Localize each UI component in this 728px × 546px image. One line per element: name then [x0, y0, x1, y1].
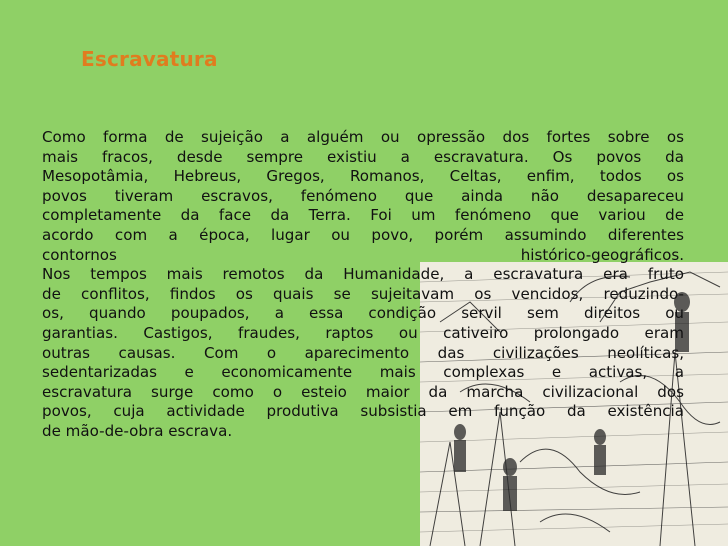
- body-line-11: garantias. Castigos, fraudes, raptos ou cativeiro prolongado eram: [42, 323, 684, 342]
- body-line-12: outras causas. Com o aparecimento das civilizações neolíticas,: [42, 343, 684, 362]
- slide-body-text: [42, 128, 684, 442]
- body-line-9: de conflitos, findos os quais se sujeitavam os vencidos, reduzindo-: [42, 284, 684, 303]
- body-line-14: escravatura surge como o esteio maior da marcha civilizacional dos: [42, 382, 684, 401]
- body-line-5: completamente da face da Terra. Foi um fenómeno que variou de: [42, 206, 684, 225]
- body-line-7: contornos histórico-geográficos.: [42, 245, 684, 264]
- body-line-15: povos, cuja actividade produtiva subsistia em função da existência: [42, 402, 684, 421]
- body-line-6: acordo com a época, lugar ou povo, porém assumindo diferentes: [42, 225, 684, 244]
- body-line-2: mais fracos, desde sempre existiu a escravatura. Os povos da: [42, 147, 684, 166]
- body-line-10: os, quando poupados, a essa condição servil sem direitos ou: [42, 304, 684, 323]
- body-line-4: povos tiveram escravos, fenómeno que ainda não desapareceu: [42, 186, 684, 205]
- body-line-3: Mesopotâmia, Hebreus, Gregos, Romanos, Celtas, enfim, todos os: [42, 167, 684, 186]
- body-line-1: Como forma de sujeição a alguém ou opressão dos fortes sobre os: [42, 128, 684, 146]
- body-line-13: sedentarizadas e economicamente mais complexas e activas, a: [42, 363, 684, 382]
- slide-title: Escravatura: [81, 47, 218, 71]
- body-line-8: Nos tempos mais remotos da Humanidade, a escravatura era fruto: [42, 265, 684, 284]
- body-line-16: de mão-de-obra escrava.: [42, 421, 233, 440]
